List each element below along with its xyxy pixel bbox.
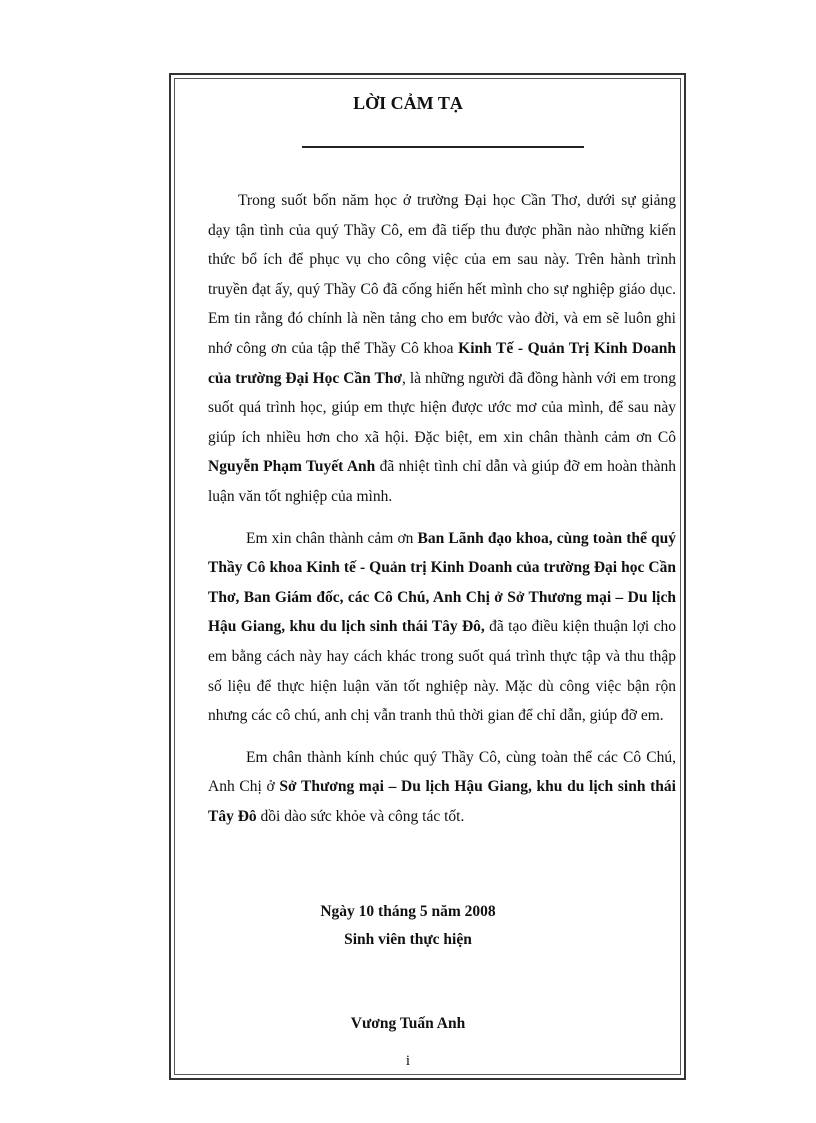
page-number: i [405, 1053, 411, 1069]
signature-date: Ngày 10 tháng 5 năm 2008 [320, 903, 496, 920]
paragraph-3: Em chân thành kính chúc quý Thầy Cô, cùng toàn thể các Cô Chú, Anh Chị ở Sở Thương mại – Du lịch Hậu Giang, khu du lịch sinh thái Tây Đô dồi dào sức khỏe và công tác tốt. [208, 748, 676, 825]
page-title: LỜI CẢM TẠ [353, 93, 463, 113]
acknowledgement-body [208, 186, 676, 831]
signature-name: Vương Tuấn Anh [350, 1015, 466, 1032]
paragraph-2: Em xin chân thành cảm ơn Ban Lãnh đạo khoa, cùng toàn thể quý Thầy Cô khoa Kinh tế - Quản trị Kinh Doanh của trường Đại học Cần Thơ, Ban Giám đốc, các Cô Chú, Anh Chị ở Sở Thương mại – Du lịch Hậu Giang, khu du lịch sinh thái Tây Đô, đã tạo điều kiện thuận lợi cho em bằng cách này hay cách khác trong suốt quá trình thực tập và thu thập số liệu để thực hiện luận văn tốt nghiệp này. Mặc dù công việc bận rộn nhưng các cô chú, anh chị vẫn tranh thủ thời gian để chỉ dẫn, giúp đỡ em. [208, 529, 676, 725]
paragraph-1: Trong suốt bốn năm học ở trường Đại học Cần Thơ, dưới sự giảng dạy tận tình của quý Thầy Cô, em đã tiếp thu được phần nào những kiến thức bổ ích để phục vụ cho công việc của em sau này. Trên hành trình truyền đạt ấy, quý Thầy Cô đã cống hiến hết mình cho sự nghiệp giáo dục. Em tin rằng đó chính là nền tảng cho em bước vào đời, và em sẽ luôn ghi nhớ công ơn của tập thể Thầy Cô khoa Kinh Tế - Quản Trị Kinh Doanh của trường Đại Học Cần Thơ, là những người đã đồng hành với em trong suốt quá trình học, giúp em thực hiện được ước mơ của mình, để sau này giúp ích nhiều hơn cho xã hội. Đặc biệt, em xin chân thành cảm ơn Cô Nguyễn Phạm Tuyết Anh đã nhiệt tình chỉ dẫn và giúp đỡ em hoàn thành luận văn tốt nghiệp của mình. [208, 192, 676, 505]
title-underline [302, 146, 584, 148]
signature-role: Sinh viên thực hiện [344, 931, 472, 948]
